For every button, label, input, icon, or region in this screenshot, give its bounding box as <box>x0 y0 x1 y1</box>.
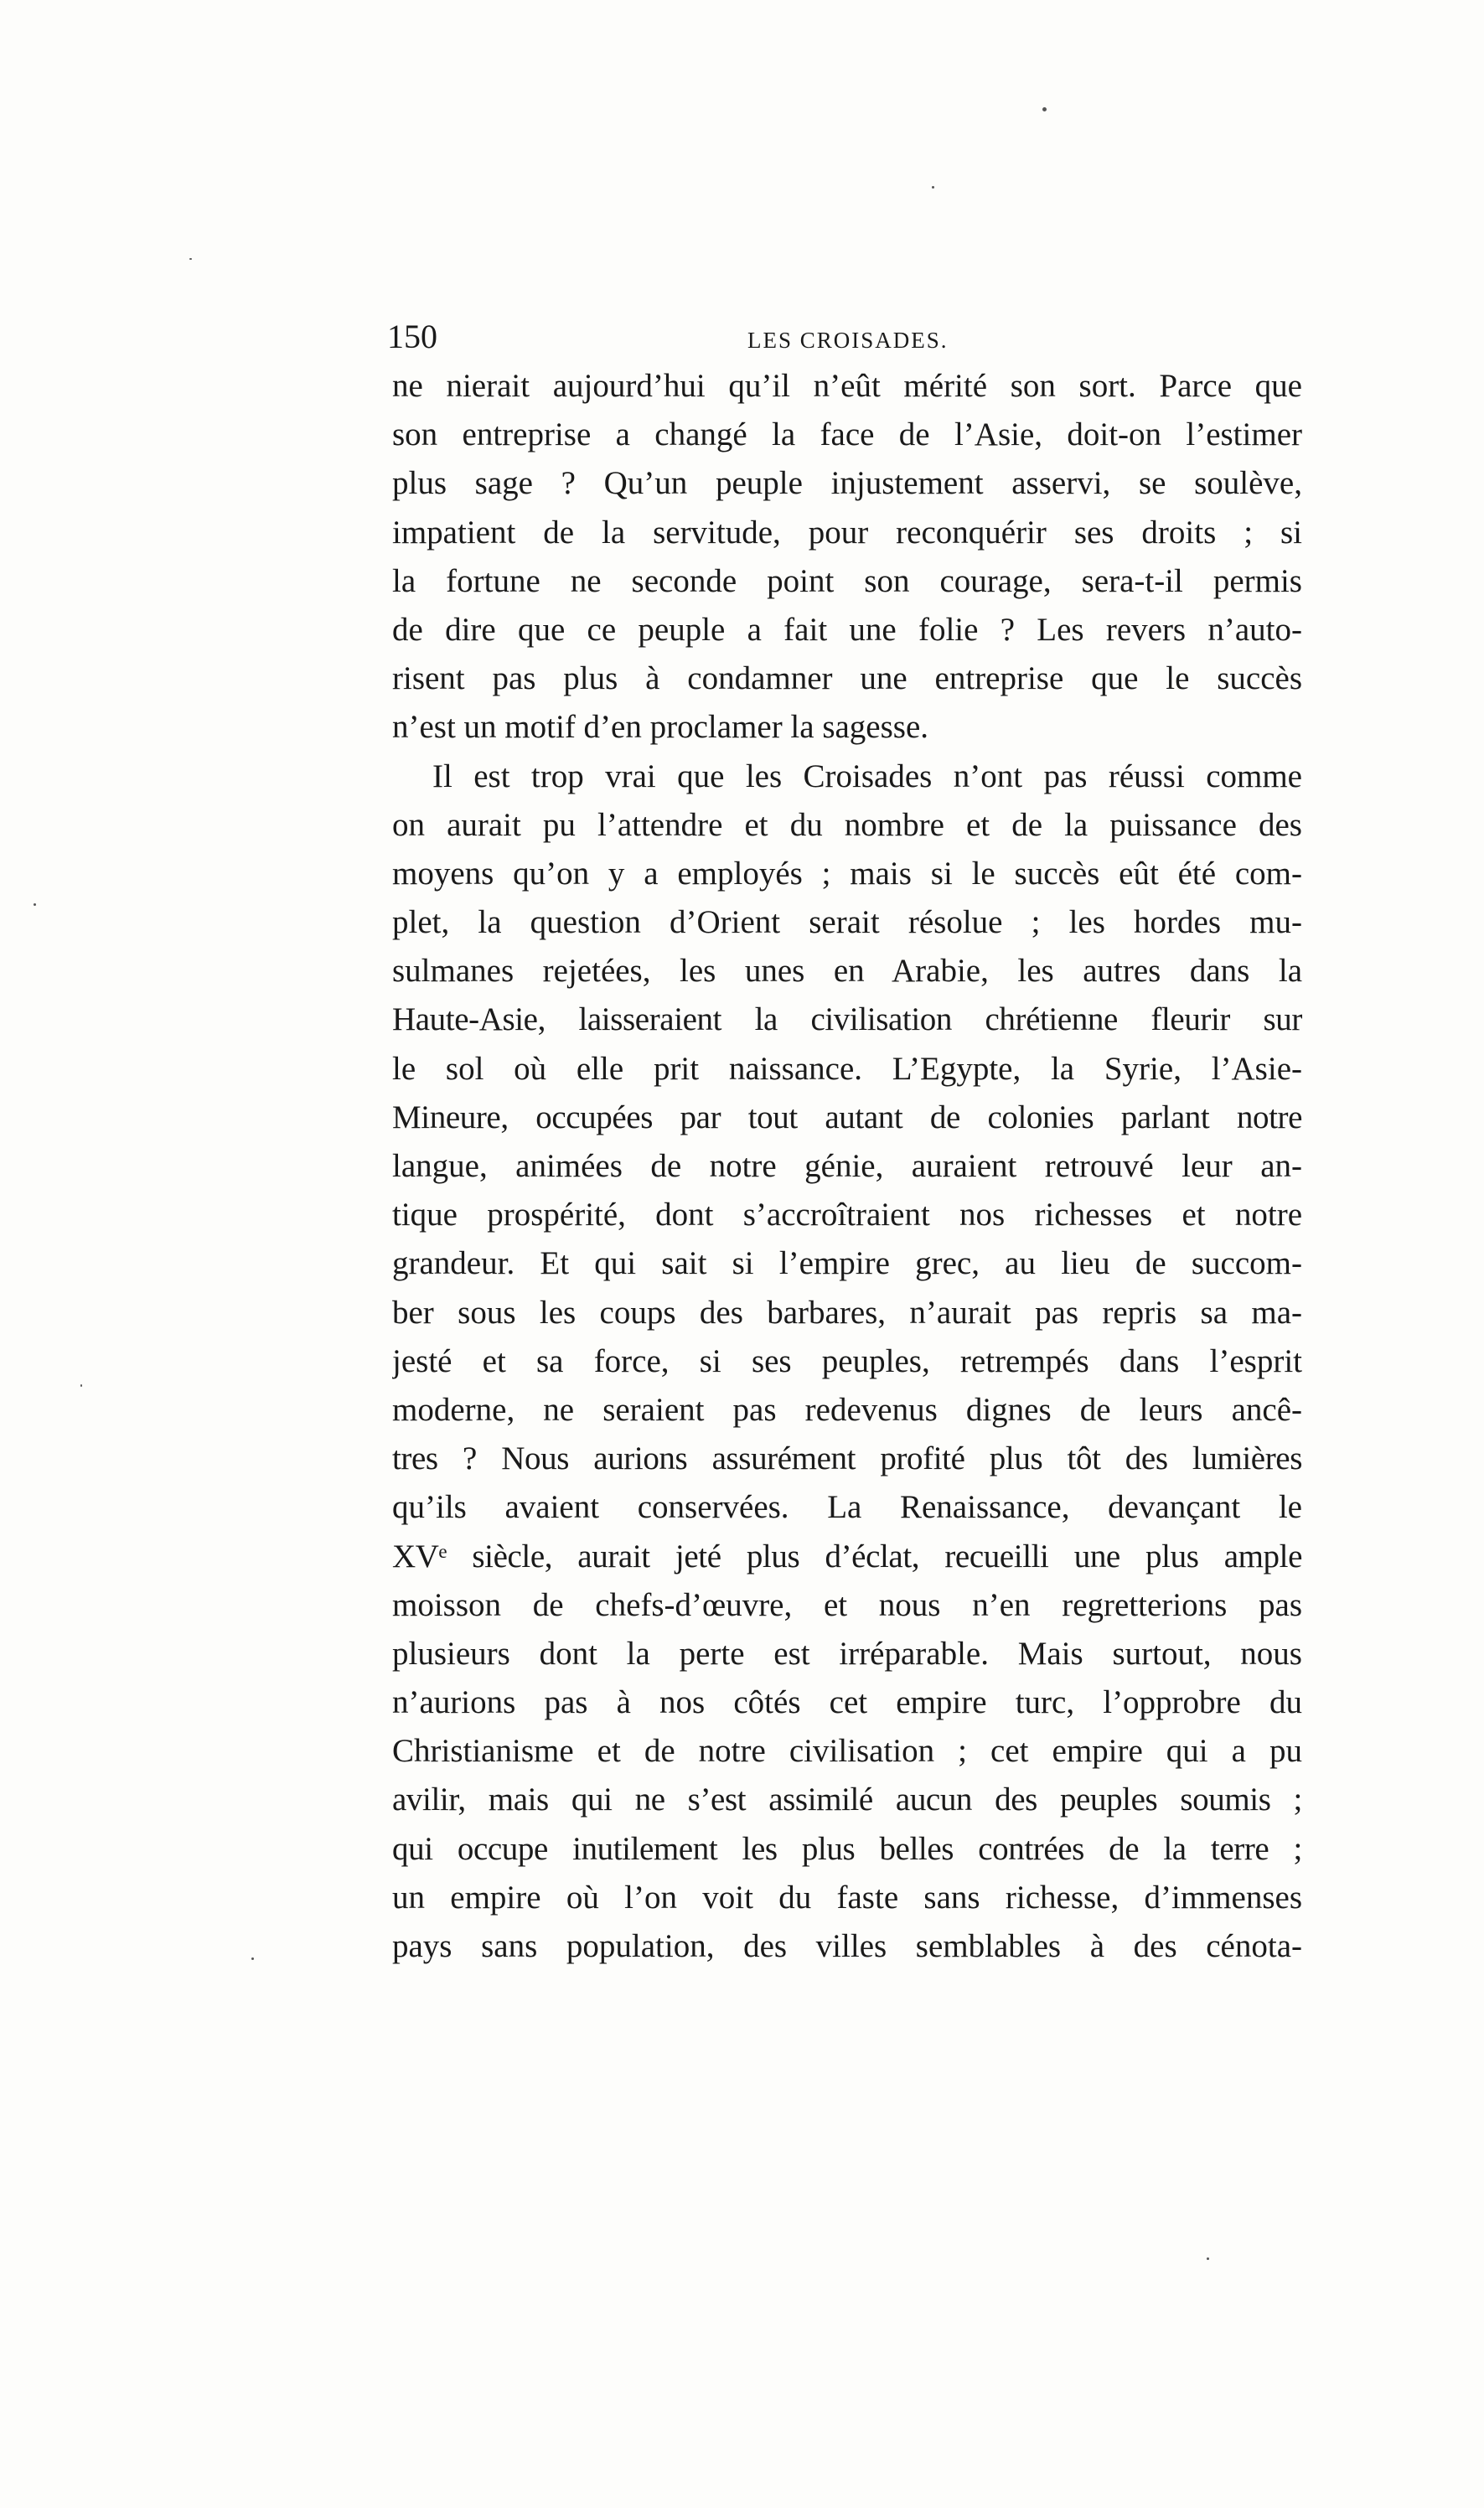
text-line: XVᵉ siècle, aurait jeté plus d’éclat, recueilli une plus ample <box>392 1538 1302 1575</box>
text-line: le sol où elle prit naissance. L’Egypte, la Syrie, l’Asie- <box>392 1050 1302 1087</box>
text-line: grandeur. Et qui sait si l’empire grec, au lieu de succom- <box>392 1245 1302 1282</box>
scan-speck <box>80 1384 82 1387</box>
running-head: LES CROISADES. <box>747 328 949 353</box>
scan-speck <box>34 903 36 906</box>
body-text <box>392 362 1302 1971</box>
text-line: sulmanes rejetées, les unes en Arabie, les autres dans la <box>392 953 1302 990</box>
text-line: ne nierait aujourd’hui qu’il n’eût mérité son sort. Parce que <box>392 368 1302 404</box>
text-line: son entreprise a changé la face de l’Asie, doit-on l’estimer <box>392 416 1302 453</box>
scan-speck <box>1207 2257 1209 2260</box>
scan-speck <box>251 1957 254 1960</box>
scan-speck <box>1042 107 1047 111</box>
text-line: Mineure, occupées par tout autant de colonies parlant notre <box>392 1099 1302 1135</box>
paragraph-2 <box>392 752 1302 1972</box>
text-line: Il est trop vrai que les Croisades n’ont pas réussi comme <box>432 758 1302 794</box>
text-line: n’aurions pas à nos côtés cet empire turc, l’opprobre du <box>392 1684 1302 1721</box>
text-line: ber sous les coups des barbares, n’aurait pas repris sa ma- <box>392 1294 1302 1331</box>
text-line: pays sans population, des villes semblables à des cénota- <box>392 1928 1302 1964</box>
text-line: moderne, ne seraient pas redevenus dignes de leurs ancê- <box>392 1391 1302 1428</box>
text-line: risent pas plus à condamner une entreprise que le succès <box>392 660 1302 697</box>
text-line: Christianisme et de notre civilisation ; cet empire qui a pu <box>392 1733 1302 1770</box>
page-number: 150 <box>387 318 437 355</box>
text-line: n’est un motif d’en proclamer la sagesse. <box>392 709 929 746</box>
scan-speck <box>189 258 192 260</box>
text-line: moisson de chefs-d’œuvre, et nous n’en regretterions pas <box>392 1586 1302 1623</box>
text-line: impatient de la servitude, pour reconquérir ses droits ; si <box>392 514 1302 551</box>
paragraph-1 <box>392 362 1302 752</box>
text-line: avilir, mais qui ne s’est assimilé aucun des peuples soumis ; <box>392 1781 1302 1818</box>
text-line: de dire que ce peuple a fait une folie ? Les revers n’auto- <box>392 611 1302 648</box>
text-line: qu’ils avaient conservées. La Renaissance, devançant le <box>392 1489 1302 1526</box>
text-line: un empire où l’on voit du faste sans richesse, d’immenses <box>392 1879 1302 1916</box>
text-line: on aurait pu l’attendre et du nombre et de la puissance des <box>392 806 1302 843</box>
text-line: tres ? Nous aurions assurément profité plus tôt des lumières <box>392 1440 1302 1477</box>
text-line: plus sage ? Qu’un peuple injustement asservi, se soulève, <box>392 465 1302 502</box>
text-line: moyens qu’on y a employés ; mais si le succès eût été com- <box>392 855 1302 892</box>
text-line: plusieurs dont la perte est irréparable. Mais surtout, nous <box>392 1635 1302 1672</box>
text-line: jesté et sa force, si ses peuples, retrempés dans l’esprit <box>392 1342 1302 1379</box>
text-line: qui occupe inutilement les plus belles contrées de la terre ; <box>392 1830 1302 1867</box>
text-line: tique prospérité, dont s’accroîtraient nos richesses et notre <box>392 1197 1302 1233</box>
text-line: langue, animées de notre génie, auraient retrouvé leur an- <box>392 1148 1302 1184</box>
text-line: plet, la question d’Orient serait résolue ; les hordes mu- <box>392 904 1302 941</box>
text-line: la fortune ne seconde point son courage, sera-t-il permis <box>392 562 1302 599</box>
scan-speck <box>932 186 934 189</box>
page-header <box>387 312 1304 362</box>
text-line: Haute-Asie, laisseraient la civilisation chrétienne fleurir sur <box>392 1001 1302 1038</box>
